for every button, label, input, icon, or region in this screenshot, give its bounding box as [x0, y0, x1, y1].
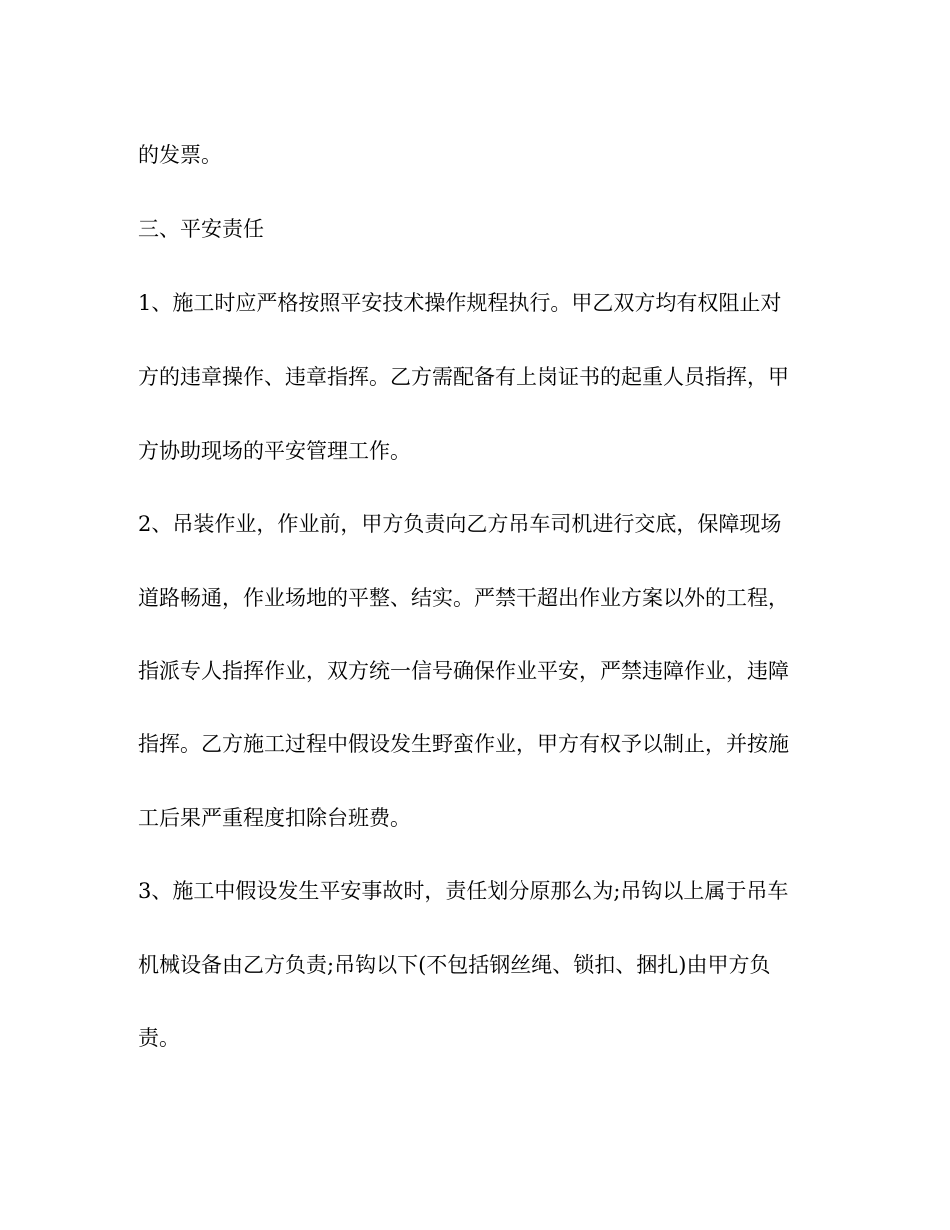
text-line: 1、施工时应严格按照平安技术操作规程执行。甲乙双方均有权阻止对: [138, 291, 782, 315]
text-line: 3、施工中假设发生平安事故时，责任划分原那么为;吊钩以上属于吊车: [138, 879, 789, 903]
text-line: 2、吊装作业，作业前，甲方负责向乙方吊车司机进行交底，保障现场: [138, 512, 782, 536]
text-line: 方的违章操作、违章指挥。乙方需配备有上岗证书的起重人员指挥，甲: [138, 365, 789, 389]
section-heading: 三、平安责任: [138, 217, 264, 241]
text-line: 的发票。: [138, 143, 222, 167]
text-line: 工后果严重程度扣除台班费。: [138, 806, 411, 830]
text-line: 责。: [138, 1026, 180, 1050]
text-line: 机械设备由乙方负责;吊钩以下(不包括钢丝绳、锁扣、捆扎)由甲方负: [138, 953, 771, 977]
text-line: 指挥。乙方施工过程中假设发生野蛮作业，甲方有权予以制止，并按施: [138, 732, 789, 756]
text-line: 指派专人指挥作业，双方统一信号确保作业平安，严禁违障作业，违障: [138, 659, 789, 683]
text-line: 方协助现场的平安管理工作。: [138, 439, 411, 463]
text-line: 道路畅通，作业场地的平整、结实。严禁干超出作业方案以外的工程，: [138, 586, 789, 610]
